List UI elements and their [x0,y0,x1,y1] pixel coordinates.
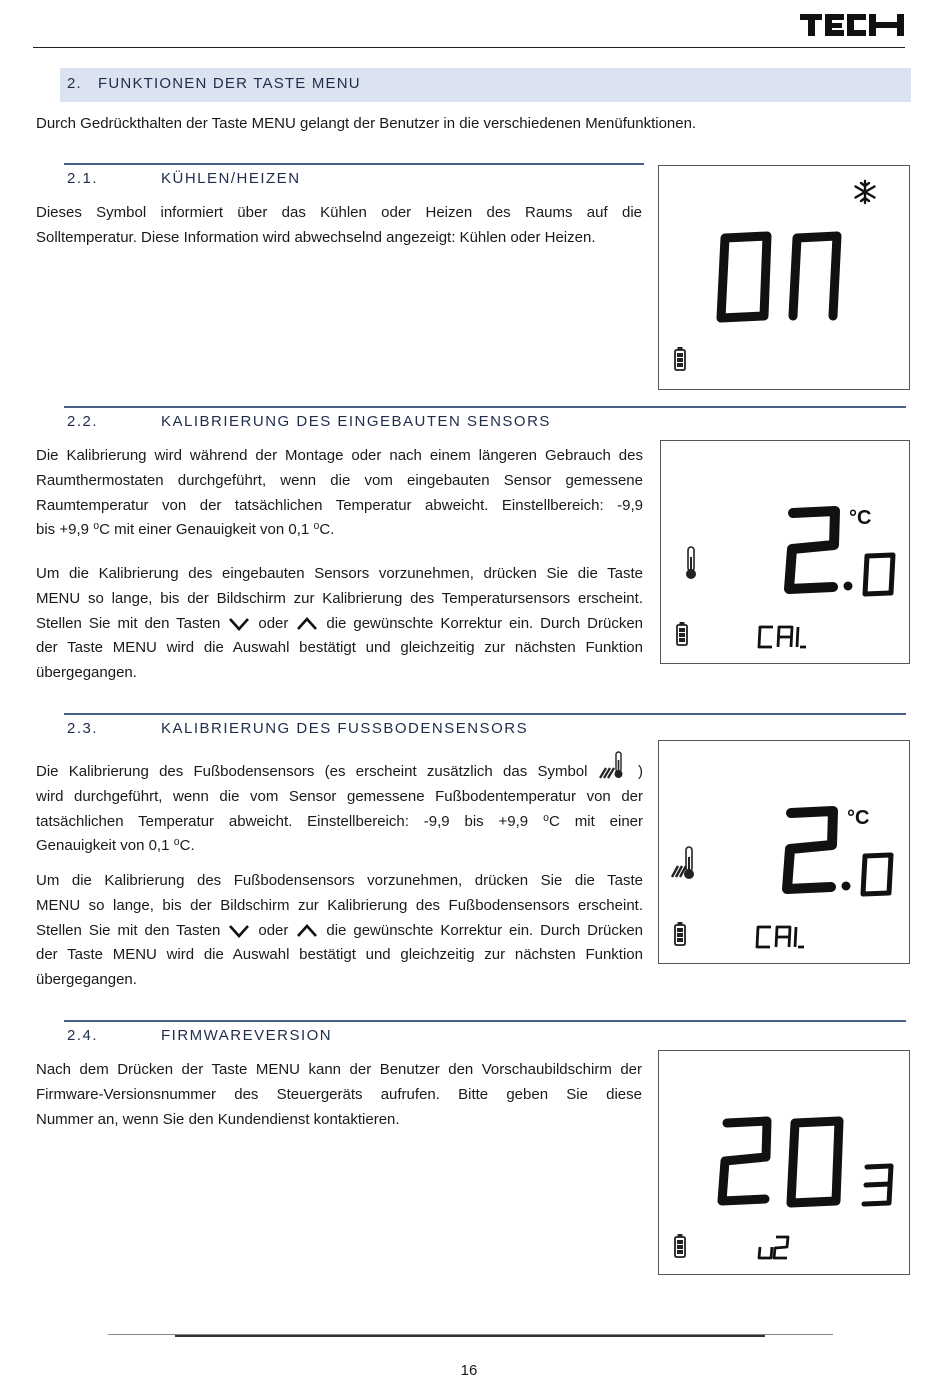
lcd-cal-label [757,927,804,947]
arrow-up-icon [295,923,319,939]
section-title: KÜHLEN/HEIZEN [161,170,301,187]
section-text [36,444,643,543]
lcd-u2-label [759,1237,788,1258]
section-rule [64,1020,906,1022]
text-fragment: oder [258,921,289,939]
text-line: MENU so lange, bis der Bildschirm zur Kalibrierung des Temperatursensors erscheint. [36,589,643,607]
text-line: MENU so lange, bis der Bildschirm zur Kalibrierung des Fußbodensensors erscheint. [36,896,643,914]
logo-text: TECH [800,12,803,13]
battery-icon [675,922,685,945]
thermometer-icon [686,547,696,579]
snowflake-icon [856,181,875,203]
lcd-digits-20 [722,1121,839,1203]
text-line: tatsächlichen Temperatur abweicht. Einstellbereich: -9,9 bis +9,9 ⁰C mit einer [36,812,643,830]
text-line: bis +9,9 ⁰C mit einer Genauigkeit von 0,1 ⁰C. [36,521,335,539]
section-number: 2.1. [67,170,99,187]
lcd-display-on [658,165,910,390]
chapter-title: 2. FUNKTIONEN DER TASTE MENU [67,75,361,92]
lcd-display-cal-floor [658,740,910,964]
section-text [36,1058,642,1132]
decimal-point [844,582,853,591]
lcd-digits-on [721,236,837,318]
text-line-with-icon [36,760,643,785]
battery-icon [675,347,685,370]
text-fragment: Die Kalibrierung des Fußbodensensors (es erscheint zusätzlich das Symbol [36,763,588,780]
page-number: 16 [460,1362,478,1379]
text-line: der Taste MENU wird die Auswahl bestätigt und gleichzeitig zur nächsten Funktion [36,946,643,964]
lcd-digit-2 [787,811,833,889]
text-line: Nummer an, wenn Sie den Kundendienst kontaktieren. [36,1110,400,1128]
header-rule [33,47,905,48]
floor-sensor-icon [598,750,628,780]
text-fragment: ) [638,763,643,780]
section-title: FIRMWAREVERSION [161,1027,333,1044]
section-text [36,760,643,859]
text-line-with-arrows [36,612,643,637]
text-line: übergegangen. [36,971,137,989]
text-line: übergegangen. [36,664,137,682]
text-line: Dieses Symbol informiert über das Kühlen oder Heizen des Raums auf die [36,204,642,221]
text-line: Nach dem Drücken der Taste MENU kann der Benutzer den Vorschaubildschirm der [36,1061,642,1078]
section-number: 2.2. [67,413,99,430]
text-line: der Taste MENU wird die Auswahl bestätigt und gleichzeitig zur nächsten Funktion [36,639,643,657]
section-number: 2.4. [67,1027,99,1044]
text-fragment: die gewünschte Korrektur ein. Durch Drücken [326,921,644,939]
section-rule [64,406,906,408]
text-line: Die Kalibrierung wird während der Montage oder nach einem längeren Gebrauch des [36,447,643,464]
section-text [36,201,642,251]
lcd-display-cal-room [660,440,910,664]
unit-celsius: °C [849,507,872,529]
lcd-cal-label [759,627,806,647]
text-fragment: Stellen Sie mit den Tasten [36,614,221,632]
text-fragment: Stellen Sie mit den Tasten [36,921,221,939]
text-line: Raumtemperatur von der tatsächlichen Temperatur abweicht. Einstellbereich: -9,9 [36,496,643,514]
arrow-down-icon [227,616,251,632]
battery-icon [677,622,687,645]
text-line: Raumthermostaten durchgeführt, wenn die vom eingebauten Sensor gemessene [36,471,643,489]
text-fragment: oder [258,614,289,632]
footer-rule [175,1335,765,1337]
text-line: Genauigkeit von 0,1 ⁰C. [36,837,195,855]
lcd-digit-2 [789,511,835,589]
floor-sensor-icon [672,847,694,879]
lcd-digit-3-small [864,1166,891,1204]
section-rule [64,163,644,165]
text-line-with-arrows [36,919,643,944]
section-number: 2.3. [67,720,99,737]
intro-text: Durch Gedrückthalten der Taste MENU gelangt der Benutzer in die verschiedenen Menüfunktionen. [36,115,697,132]
lcd-digit-0-small [863,855,891,894]
text-fragment: die gewünschte Korrektur ein. Durch Drücken [326,614,644,632]
lcd-digit-0-small [865,555,893,594]
lcd-display-firmware [658,1050,910,1275]
arrow-up-icon [295,616,319,632]
battery-icon [675,1234,685,1257]
section-rule [64,713,906,715]
unit-celsius: °C [847,807,870,829]
text-line: wird durchgeführt, wenn die vom Sensor gemessene Fußbodentemperatur von der [36,787,643,805]
section-text [36,869,643,993]
section-title: KALIBRIERUNG DES FUSSBODENSENSORS [161,720,529,737]
section-text [36,562,643,686]
decimal-point [842,882,851,891]
text-line: Um die Kalibrierung des Fußbodensensors vorzunehmen, drücken Sie die Taste [36,872,643,889]
text-line: Um die Kalibrierung des eingebauten Sensors vorzunehmen, drücken Sie die Taste [36,565,643,582]
section-title: KALIBRIERUNG DES EINGEBAUTEN SENSORS [161,413,551,430]
text-line: Firmware-Versionsnummer des Steuergeräts aufrufen. Bitte geben Sie diese [36,1085,642,1103]
text-line: Solltemperatur. Diese Information wird abwechselnd angezeigt: Kühlen oder Heizen. [36,228,596,246]
arrow-down-icon [227,923,251,939]
tech-logo [800,12,904,38]
